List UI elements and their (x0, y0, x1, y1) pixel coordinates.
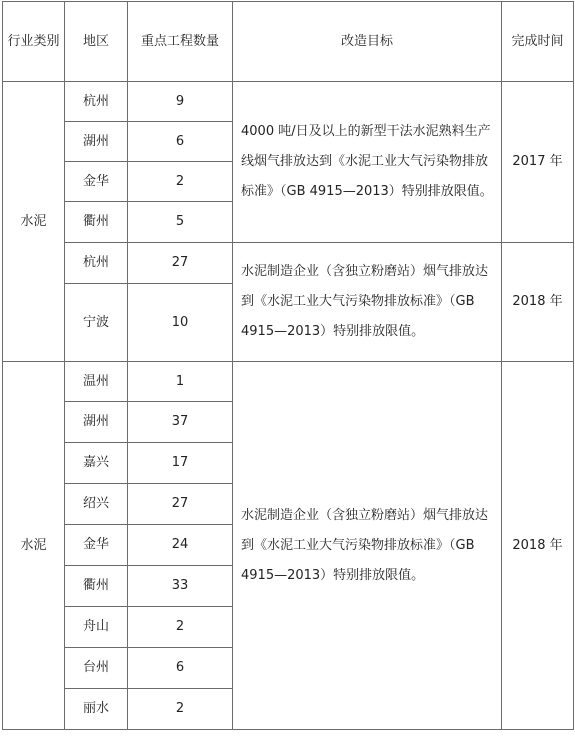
count-cell: 33 (128, 566, 233, 607)
region-cell: 金华 (65, 525, 128, 566)
region-cell: 湖州 (65, 402, 128, 443)
count-cell: 37 (128, 402, 233, 443)
count-cell: 27 (128, 243, 233, 284)
header-industry: 行业类别 (3, 2, 65, 82)
deadline-cell: 2017 年 (502, 82, 574, 243)
region-cell: 杭州 (65, 243, 128, 284)
region-cell: 舟山 (65, 607, 128, 648)
count-cell: 5 (128, 202, 233, 243)
target-cell: 4000 吨/日及以上的新型干法水泥熟料生产线烟气排放达到《水泥工业大气污染物排放标准》（GB 4915—2013）特别排放限值。 (233, 82, 502, 243)
table-row (3, 243, 574, 284)
header-deadline: 完成时间 (502, 2, 574, 82)
header-count: 重点工程数量 (128, 2, 233, 82)
count-cell: 6 (128, 648, 233, 689)
count-cell: 6 (128, 122, 233, 162)
table-row (3, 362, 574, 402)
industry-cell: 水泥 (3, 82, 65, 362)
region-cell: 衢州 (65, 202, 128, 243)
industry-cell: 水泥 (3, 362, 65, 730)
table-row (3, 82, 574, 122)
region-cell: 杭州 (65, 82, 128, 122)
header-region: 地区 (65, 2, 128, 82)
deadline-cell: 2018 年 (502, 362, 574, 730)
region-cell: 宁波 (65, 284, 128, 362)
count-cell: 24 (128, 525, 233, 566)
count-cell: 2 (128, 689, 233, 730)
deadline-cell: 2018 年 (502, 243, 574, 362)
region-cell: 温州 (65, 362, 128, 402)
region-cell: 绍兴 (65, 484, 128, 525)
target-cell: 水泥制造企业（含独立粉磨站）烟气排放达到《水泥工业大气污染物排放标准》（GB 4915—2013）特别排放限值。 (233, 362, 502, 730)
count-cell: 10 (128, 284, 233, 362)
count-cell: 9 (128, 82, 233, 122)
header-target: 改造目标 (233, 2, 502, 82)
region-cell: 丽水 (65, 689, 128, 730)
count-cell: 27 (128, 484, 233, 525)
region-cell: 金华 (65, 162, 128, 202)
count-cell: 1 (128, 362, 233, 402)
region-cell: 衢州 (65, 566, 128, 607)
region-cell: 湖州 (65, 122, 128, 162)
count-cell: 17 (128, 443, 233, 484)
count-cell: 2 (128, 162, 233, 202)
table-header-row (3, 2, 574, 82)
count-cell: 2 (128, 607, 233, 648)
target-cell: 水泥制造企业（含独立粉磨站）烟气排放达到《水泥工业大气污染物排放标准》（GB 4915—2013）特别排放限值。 (233, 243, 502, 362)
emission-table (2, 1, 574, 730)
region-cell: 嘉兴 (65, 443, 128, 484)
region-cell: 台州 (65, 648, 128, 689)
